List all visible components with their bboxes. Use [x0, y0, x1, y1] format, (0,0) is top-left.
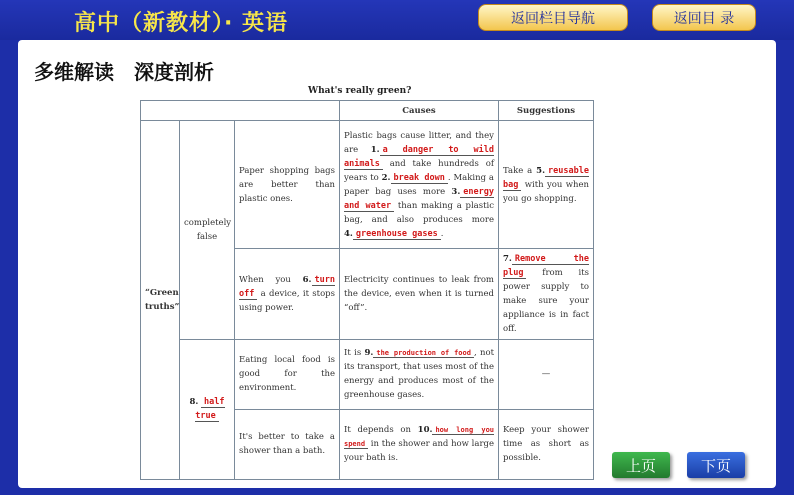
- top-bar: [0, 0, 794, 40]
- suggestion-text: Take a: [503, 165, 537, 176]
- blank-number: 4.: [344, 228, 353, 239]
- cause-text: . Making a paper bag uses more: [344, 172, 494, 197]
- cause-cell: [340, 121, 499, 249]
- app-title: 高中（新教材）· 英语: [74, 11, 289, 36]
- cause-text: It depends on: [344, 425, 418, 436]
- table-caption: What's really green?: [308, 86, 412, 96]
- suggestion-cell: Keep your shower time as short as possible.: [499, 409, 594, 479]
- back-to-section-button[interactable]: 返回栏目导航: [478, 4, 628, 31]
- blank-number: 7.: [503, 253, 512, 264]
- answer-7: Remove the plug: [503, 253, 589, 278]
- cause-text: , not its transport, that uses most of the energy and produces most of the greenhouse gases.: [344, 348, 494, 401]
- prev-page-button[interactable]: 上页: [612, 452, 670, 478]
- answer-2: break down: [391, 173, 448, 184]
- cause-cell: [340, 339, 499, 409]
- header-empty-cell: [141, 101, 340, 121]
- answer-1: a danger to wild animals: [344, 144, 494, 169]
- blank-number: 1.: [370, 144, 380, 155]
- truth-cell: Eating local food is good for the environment.: [235, 339, 340, 409]
- cause-cell: Electricity continues to leak from the device, even when it is turned “off”.: [340, 249, 499, 339]
- cause-text: .: [440, 228, 444, 239]
- completely-false-label: completely false: [180, 121, 235, 340]
- truth-cell: It's better to take a shower than a bath.: [235, 409, 340, 479]
- answer-3: energy and water: [344, 186, 494, 211]
- cause-cell: [340, 409, 499, 479]
- suggestion-text: with you when you go shopping.: [503, 179, 589, 204]
- suggestion-text: from its power supply to make sure your appliance is in fact off.: [503, 267, 589, 335]
- section-title: 多维解读 深度剖析: [34, 60, 214, 84]
- answer-6: turn off: [239, 274, 335, 299]
- answer-9: the production of food: [373, 349, 474, 358]
- table-row: [141, 339, 594, 409]
- blank-number: 10.: [417, 425, 433, 436]
- answer-8: half true: [195, 397, 225, 422]
- back-to-toc-button[interactable]: 返回目 录: [652, 4, 756, 31]
- blank-number: 2.: [381, 172, 391, 183]
- green-truths-label: [141, 121, 180, 480]
- blank-number: 3.: [451, 186, 461, 197]
- table-row: [141, 121, 594, 249]
- content-panel: [18, 40, 776, 488]
- cause-text: and take hundreds of years to: [344, 158, 494, 183]
- suggestion-cell: [499, 249, 594, 339]
- truth-text: When you: [239, 274, 303, 285]
- answer-5: reusable bag: [503, 165, 589, 190]
- half-true-cell: [180, 339, 235, 479]
- cause-text: in the shower and how large your bath is.: [344, 439, 494, 464]
- next-page-button[interactable]: 下页: [687, 452, 745, 478]
- truth-text: a device, it stops using power.: [239, 288, 335, 313]
- truth-cell: Paper shopping bags are better than plastic ones.: [235, 121, 340, 249]
- answer-4: greenhouse gases: [353, 229, 441, 240]
- blank-number: 6.: [302, 274, 312, 285]
- blank-number: 9.: [364, 348, 374, 359]
- table-header-row: [141, 101, 594, 121]
- answer-10: how long you spend: [344, 426, 494, 449]
- blank-number: 5.: [536, 165, 546, 176]
- blank-number: 8.: [189, 397, 199, 408]
- green-truths-text: “Green truths”: [145, 288, 180, 313]
- cause-text: Plastic bags cause litter, and they are: [344, 130, 494, 155]
- header-causes: Causes: [340, 101, 499, 121]
- cause-text: It is: [344, 348, 365, 359]
- suggestion-cell: [499, 121, 594, 249]
- truth-cell: [235, 249, 340, 339]
- green-truths-table: [140, 100, 594, 480]
- header-suggestions: Suggestions: [499, 101, 594, 121]
- cause-text: than making a plastic bag, and also produces more: [344, 200, 494, 225]
- suggestion-cell: —: [499, 339, 594, 409]
